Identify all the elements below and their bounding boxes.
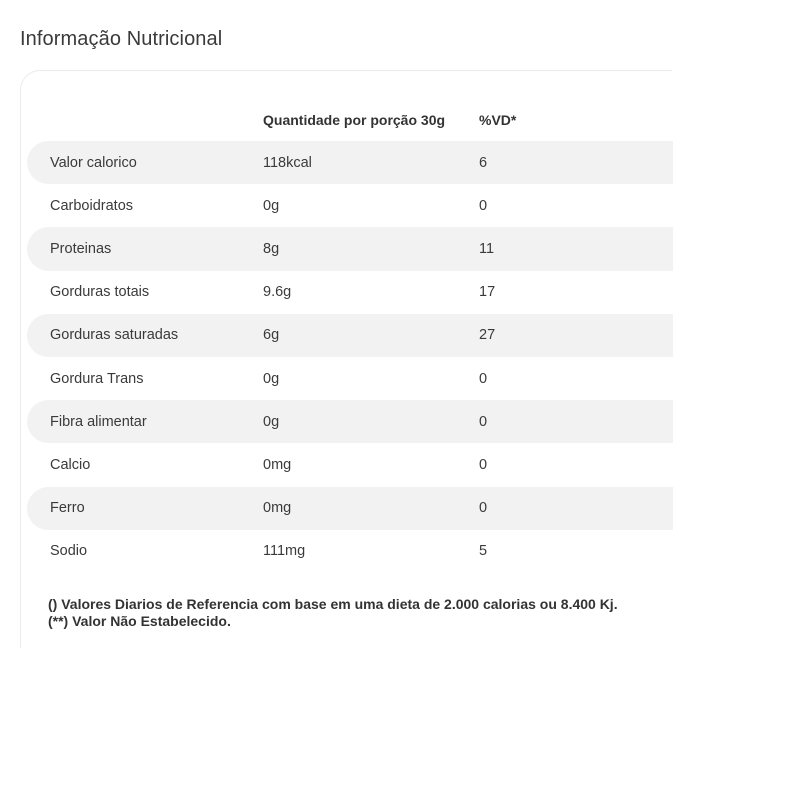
row-vd: 27	[479, 327, 496, 344]
row-name: Gorduras saturadas	[50, 327, 179, 344]
table-row	[27, 271, 673, 314]
row-quantity: 6g	[263, 327, 280, 344]
row-vd: 0	[479, 500, 488, 517]
table-row	[27, 443, 673, 486]
footnotes	[48, 596, 618, 630]
row-quantity: 0g	[263, 197, 280, 214]
page-title: Informação Nutricional	[20, 28, 223, 50]
footnote-daily-values: () Valores Diarios de Referencia com base em uma dieta de 2.000 calorias ou 8.400 Kj.	[48, 596, 618, 612]
header-quantity: Quantidade por porção 30g	[263, 111, 446, 128]
row-vd: 0	[479, 413, 488, 430]
row-vd: 0	[479, 456, 488, 473]
row-name: Calcio	[50, 456, 91, 473]
table-row	[27, 314, 673, 357]
row-quantity: 0g	[263, 370, 280, 387]
row-name: Valor calorico	[50, 154, 137, 171]
table-row	[27, 400, 673, 443]
nutrition-table	[27, 98, 673, 573]
row-vd: 5	[479, 543, 488, 560]
row-vd: 0	[479, 197, 488, 214]
row-quantity: 118kcal	[263, 154, 312, 171]
row-name: Carboidratos	[50, 197, 134, 214]
row-quantity: 8g	[263, 240, 280, 257]
row-vd: 6	[479, 154, 488, 171]
row-quantity: 0g	[263, 413, 280, 430]
table-row	[27, 227, 673, 270]
row-vd: 0	[479, 370, 488, 387]
row-quantity: 9.6g	[263, 284, 292, 301]
table-row	[27, 487, 673, 530]
row-name: Ferro	[50, 500, 85, 517]
table-row	[27, 357, 673, 400]
row-vd: 11	[479, 240, 495, 257]
row-quantity: 0mg	[263, 500, 292, 517]
row-quantity: 0mg	[263, 456, 292, 473]
table-row	[27, 141, 673, 184]
row-vd: 17	[479, 284, 496, 301]
header-vd: %VD*	[479, 111, 517, 128]
row-name: Proteinas	[50, 240, 112, 257]
row-name: Gorduras totais	[50, 284, 150, 301]
footnote-not-established: (**) Valor Não Estabelecido.	[48, 613, 231, 629]
row-name: Gordura Trans	[50, 370, 144, 387]
table-row	[27, 530, 673, 573]
row-quantity: 111mg	[263, 543, 306, 560]
table-body	[27, 141, 673, 573]
row-name: Fibra alimentar	[50, 413, 147, 430]
table-row	[27, 184, 673, 227]
row-name: Sodio	[50, 543, 88, 560]
table-header	[27, 98, 673, 141]
